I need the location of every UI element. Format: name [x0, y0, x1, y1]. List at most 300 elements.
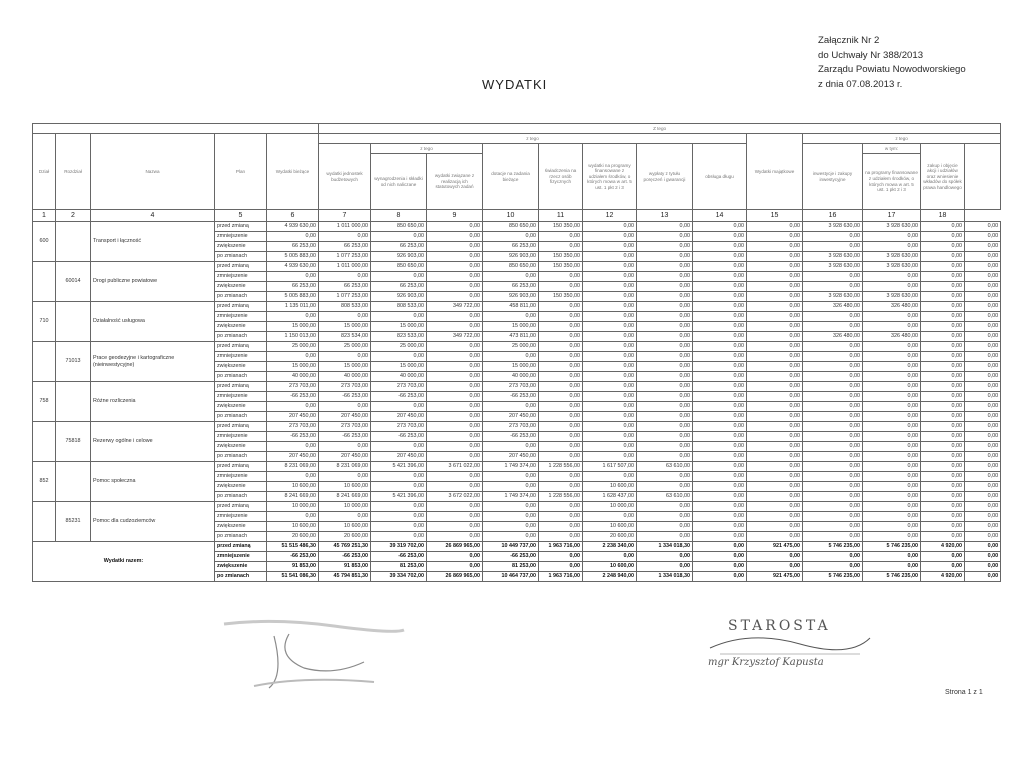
value-cell: 0,00 — [371, 502, 427, 512]
value-cell: 0,00 — [747, 262, 803, 272]
value-cell: 0,00 — [965, 422, 1001, 432]
value-cell: 823 534,00 — [319, 332, 371, 342]
value-cell: 0,00 — [267, 472, 319, 482]
dzial-cell: 710 — [33, 302, 56, 342]
value-cell: 20 600,00 — [583, 532, 637, 542]
value-cell: 0,00 — [637, 252, 693, 262]
value-cell: 10 600,00 — [583, 562, 637, 572]
value-cell: 0,00 — [921, 222, 965, 232]
value-cell: 0,00 — [539, 562, 583, 572]
row-label: zwiększenie — [215, 402, 267, 412]
value-cell: 0,00 — [803, 562, 863, 572]
value-cell: 0,00 — [637, 262, 693, 272]
value-cell: 1 963 716,00 — [539, 542, 583, 552]
value-cell: 0,00 — [427, 382, 483, 392]
value-cell: 0,00 — [427, 522, 483, 532]
value-cell: 0,00 — [921, 382, 965, 392]
value-cell: 0,00 — [921, 262, 965, 272]
value-cell: 0,00 — [637, 232, 693, 242]
rozdzial-cell — [56, 222, 91, 262]
value-cell: 8 241 669,00 — [319, 492, 371, 502]
table-row — [33, 382, 1001, 392]
value-cell: 0,00 — [693, 462, 747, 472]
value-cell: 0,00 — [427, 392, 483, 402]
value-cell: 0,00 — [539, 452, 583, 462]
value-cell: 0,00 — [921, 512, 965, 522]
value-cell: 0,00 — [863, 472, 921, 482]
value-cell: 0,00 — [693, 222, 747, 232]
table-row — [33, 422, 1001, 432]
value-cell: 8 231 069,00 — [319, 462, 371, 472]
row-label: przed zmianą — [215, 422, 267, 432]
row-label: przed zmianą — [215, 342, 267, 352]
value-cell: 207 450,00 — [267, 452, 319, 462]
value-cell: 0,00 — [693, 232, 747, 242]
value-cell: 0,00 — [539, 302, 583, 312]
value-cell: 0,00 — [965, 342, 1001, 352]
value-cell: 0,00 — [371, 512, 427, 522]
value-cell: 10 000,00 — [319, 502, 371, 512]
value-cell: 66 253,00 — [483, 282, 539, 292]
value-cell: 4 939 630,00 — [267, 262, 319, 272]
annex-line-4: z dnia 07.08.2013 r. — [818, 78, 903, 90]
value-cell: 0,00 — [267, 352, 319, 362]
value-cell: 0,00 — [637, 222, 693, 232]
value-cell: 0,00 — [747, 332, 803, 342]
value-cell: 0,00 — [803, 372, 863, 382]
value-cell: 0,00 — [693, 552, 747, 562]
annex-line-2: do Uchwały Nr 388/2013 — [818, 49, 924, 61]
value-cell: 0,00 — [803, 472, 863, 482]
value-cell: 0,00 — [319, 272, 371, 282]
row-label: zwiększenie — [215, 322, 267, 332]
value-cell: 0,00 — [693, 572, 747, 582]
value-cell: 0,00 — [539, 272, 583, 282]
value-cell: 3 928 630,00 — [803, 262, 863, 272]
value-cell: 326 480,00 — [863, 302, 921, 312]
nazwa-cell: Różne rozliczenia — [91, 382, 215, 422]
value-cell: 1 011 000,00 — [319, 262, 371, 272]
value-cell: -66 253,00 — [371, 432, 427, 442]
value-cell: 0,00 — [965, 492, 1001, 502]
value-cell: 0,00 — [965, 532, 1001, 542]
value-cell: 0,00 — [427, 242, 483, 252]
value-cell: 0,00 — [965, 322, 1001, 332]
header-nazwa: Nazwa — [91, 134, 215, 210]
value-cell: 0,00 — [863, 272, 921, 282]
value-cell: 0,00 — [583, 552, 637, 562]
value-cell: 0,00 — [693, 252, 747, 262]
value-cell: 0,00 — [747, 482, 803, 492]
value-cell: 0,00 — [427, 312, 483, 322]
value-cell: 0,00 — [747, 322, 803, 332]
value-cell: 0,00 — [747, 242, 803, 252]
value-cell: 0,00 — [965, 512, 1001, 522]
value-cell: 0,00 — [803, 362, 863, 372]
value-cell: 0,00 — [921, 402, 965, 412]
value-cell: 0,00 — [427, 422, 483, 432]
value-cell: 0,00 — [637, 552, 693, 562]
value-cell: 0,00 — [965, 502, 1001, 512]
value-cell: 0,00 — [803, 522, 863, 532]
header-poreczenia: wypłaty z tytułu poręczeń i gwarancji — [637, 144, 693, 210]
value-cell: 0,00 — [921, 552, 965, 562]
value-cell: 0,00 — [747, 472, 803, 482]
value-cell: 51 515 486,30 — [267, 542, 319, 552]
value-cell: 0,00 — [319, 442, 371, 452]
value-cell: 0,00 — [921, 422, 965, 432]
value-cell: 25 000,00 — [319, 342, 371, 352]
value-cell: 150 350,00 — [539, 262, 583, 272]
value-cell: 0,00 — [693, 352, 747, 362]
value-cell: 0,00 — [637, 352, 693, 362]
value-cell: 0,00 — [483, 272, 539, 282]
value-cell: 0,00 — [583, 382, 637, 392]
value-cell: 0,00 — [693, 322, 747, 332]
value-cell: 0,00 — [693, 542, 747, 552]
stamp-name: mgr Krzysztof Kapusta — [708, 657, 824, 668]
value-cell: 10 000,00 — [583, 502, 637, 512]
table-row — [33, 462, 1001, 472]
value-cell: 0,00 — [863, 482, 921, 492]
nazwa-cell: Rezerwy ogólne i celowe — [91, 422, 215, 462]
value-cell: 0,00 — [747, 502, 803, 512]
value-cell: 0,00 — [863, 442, 921, 452]
header-wydatki-jednostek: wydatki jednostek budżetowych — [319, 144, 371, 210]
value-cell: 0,00 — [583, 272, 637, 282]
value-cell: -66 253,00 — [319, 392, 371, 402]
value-cell: 0,00 — [693, 302, 747, 312]
value-cell: 0,00 — [583, 252, 637, 262]
value-cell: 5 421 396,00 — [371, 462, 427, 472]
value-cell: 0,00 — [803, 382, 863, 392]
row-label: zwiększenie — [215, 482, 267, 492]
value-cell: 0,00 — [921, 282, 965, 292]
value-cell: -66 253,00 — [483, 392, 539, 402]
value-cell: 0,00 — [863, 422, 921, 432]
row-label: zmniejszenie — [215, 552, 267, 562]
value-cell: 0,00 — [267, 232, 319, 242]
value-cell: 0,00 — [965, 332, 1001, 342]
value-cell: 3 928 630,00 — [803, 222, 863, 232]
header-statutowe: wydatki związane z realizacją ich statutowych zadań — [427, 154, 483, 210]
value-cell: 0,00 — [921, 242, 965, 252]
value-cell: 207 450,00 — [483, 452, 539, 462]
value-cell: 0,00 — [483, 402, 539, 412]
value-cell: 0,00 — [427, 452, 483, 462]
value-cell: 0,00 — [965, 312, 1001, 322]
value-cell: 926 903,00 — [371, 252, 427, 262]
value-cell: 0,00 — [583, 332, 637, 342]
value-cell: 273 703,00 — [483, 382, 539, 392]
value-cell: 0,00 — [539, 282, 583, 292]
value-cell: 0,00 — [965, 402, 1001, 412]
column-number: 7 — [319, 210, 371, 222]
value-cell: 0,00 — [693, 512, 747, 522]
value-cell: 0,00 — [693, 472, 747, 482]
value-cell: 0,00 — [747, 552, 803, 562]
value-cell: 0,00 — [965, 462, 1001, 472]
table-row — [33, 262, 1001, 272]
value-cell: 0,00 — [965, 442, 1001, 452]
value-cell: 0,00 — [583, 362, 637, 372]
value-cell: 25 000,00 — [371, 342, 427, 352]
row-label: zwiększenie — [215, 442, 267, 452]
value-cell: 0,00 — [539, 232, 583, 242]
value-cell: 0,00 — [803, 322, 863, 332]
value-cell: 0,00 — [637, 302, 693, 312]
value-cell: 8 241 669,00 — [267, 492, 319, 502]
value-cell: 0,00 — [747, 372, 803, 382]
value-cell: 0,00 — [371, 312, 427, 322]
value-cell: 0,00 — [965, 392, 1001, 402]
value-cell: 0,00 — [921, 322, 965, 332]
value-cell: -66 253,00 — [319, 432, 371, 442]
value-cell: 0,00 — [747, 342, 803, 352]
value-cell: 51 541 086,30 — [267, 572, 319, 582]
value-cell: 0,00 — [539, 402, 583, 412]
group-z-tego-4: z tego — [371, 144, 483, 154]
value-cell: -66 253,00 — [319, 552, 371, 562]
value-cell: 10 449 737,00 — [483, 542, 539, 552]
column-number: 15 — [747, 210, 803, 222]
value-cell: 0,00 — [427, 322, 483, 332]
value-cell: 0,00 — [921, 452, 965, 462]
value-cell: 0,00 — [539, 362, 583, 372]
value-cell: 0,00 — [539, 512, 583, 522]
value-cell: 2 248 940,00 — [583, 572, 637, 582]
value-cell: 0,00 — [921, 482, 965, 492]
value-cell: 5 746 235,00 — [863, 542, 921, 552]
value-cell: 0,00 — [747, 422, 803, 432]
value-cell: 66 253,00 — [483, 242, 539, 252]
row-label: po zmianach — [215, 292, 267, 302]
value-cell: 0,00 — [583, 452, 637, 462]
column-number: 10 — [483, 210, 539, 222]
value-cell: 0,00 — [371, 352, 427, 362]
value-cell: 0,00 — [583, 292, 637, 302]
value-cell: 1 963 716,00 — [539, 572, 583, 582]
rozdzial-cell — [56, 382, 91, 422]
value-cell: 0,00 — [483, 352, 539, 362]
value-cell: 66 253,00 — [267, 282, 319, 292]
nazwa-cell: Pomoc społeczna — [91, 462, 215, 502]
value-cell: 0,00 — [637, 372, 693, 382]
value-cell: 1 749 374,00 — [483, 462, 539, 472]
value-cell: 15 000,00 — [371, 362, 427, 372]
value-cell: 0,00 — [863, 312, 921, 322]
value-cell: 63 610,00 — [637, 462, 693, 472]
value-cell: 0,00 — [637, 382, 693, 392]
value-cell: 207 450,00 — [319, 412, 371, 422]
column-number: 1 — [33, 210, 56, 222]
value-cell: 0,00 — [747, 232, 803, 242]
value-cell: -66 253,00 — [483, 432, 539, 442]
value-cell: 0,00 — [583, 262, 637, 272]
column-number: 6 — [267, 210, 319, 222]
row-label: zwiększenie — [215, 522, 267, 532]
value-cell: 3 928 630,00 — [863, 252, 921, 262]
value-cell: 0,00 — [693, 402, 747, 412]
value-cell: 0,00 — [637, 522, 693, 532]
value-cell: 0,00 — [637, 242, 693, 252]
value-cell: 0,00 — [371, 482, 427, 492]
value-cell: 3 928 630,00 — [863, 292, 921, 302]
value-cell: 0,00 — [921, 472, 965, 482]
value-cell: 0,00 — [637, 362, 693, 372]
value-cell: 207 450,00 — [483, 412, 539, 422]
value-cell: 0,00 — [427, 502, 483, 512]
value-cell: 0,00 — [693, 392, 747, 402]
column-number: 12 — [583, 210, 637, 222]
value-cell: 0,00 — [319, 232, 371, 242]
value-cell: 0,00 — [747, 522, 803, 532]
value-cell: 0,00 — [637, 322, 693, 332]
header-programy: wydatki na programy finansowane z udziałem środków, o których mowa w art. 5 ust. 1 pkt 2 i 3 — [583, 144, 637, 210]
header-majatkowe: Wydatki majątkowe — [747, 134, 803, 210]
value-cell: 0,00 — [965, 282, 1001, 292]
value-cell: 3 928 630,00 — [803, 252, 863, 262]
nazwa-cell: Działalność usługowa — [91, 302, 215, 342]
header-plan: Plan — [215, 134, 267, 210]
value-cell: 1 749 374,00 — [483, 492, 539, 502]
row-label: zmniejszenie — [215, 312, 267, 322]
value-cell: 10 600,00 — [319, 482, 371, 492]
annex-line-1: Załącznik Nr 2 — [818, 35, 880, 46]
value-cell: 0,00 — [539, 372, 583, 382]
value-cell: 0,00 — [693, 342, 747, 352]
row-label: zwiększenie — [215, 362, 267, 372]
value-cell: 91 853,00 — [319, 562, 371, 572]
value-cell: 0,00 — [427, 262, 483, 272]
value-cell: 0,00 — [863, 532, 921, 542]
value-cell: 349 722,00 — [427, 302, 483, 312]
value-cell: 81 253,00 — [483, 562, 539, 572]
value-cell: 0,00 — [965, 452, 1001, 462]
value-cell: 39 334 702,00 — [371, 572, 427, 582]
value-cell: 0,00 — [803, 552, 863, 562]
rozdzial-cell — [56, 302, 91, 342]
value-cell: 0,00 — [267, 402, 319, 412]
value-cell: 0,00 — [693, 502, 747, 512]
value-cell: 0,00 — [693, 382, 747, 392]
value-cell: 0,00 — [747, 382, 803, 392]
value-cell: 0,00 — [965, 362, 1001, 372]
value-cell: 0,00 — [747, 252, 803, 262]
value-cell: 0,00 — [319, 352, 371, 362]
value-cell: 0,00 — [693, 452, 747, 462]
value-cell: 0,00 — [747, 222, 803, 232]
value-cell: 0,00 — [803, 352, 863, 362]
column-number: 17 — [863, 210, 921, 222]
value-cell: 0,00 — [863, 392, 921, 402]
value-cell: 0,00 — [427, 402, 483, 412]
value-cell: 0,00 — [371, 232, 427, 242]
value-cell: 40 000,00 — [267, 372, 319, 382]
value-cell: 3 672 022,00 — [427, 492, 483, 502]
value-cell: 0,00 — [921, 362, 965, 372]
value-cell: 0,00 — [637, 432, 693, 442]
value-cell: 0,00 — [803, 432, 863, 442]
value-cell: 0,00 — [693, 272, 747, 282]
value-cell: 326 480,00 — [863, 332, 921, 342]
value-cell: 0,00 — [803, 282, 863, 292]
value-cell: 5 005 883,00 — [267, 252, 319, 262]
dzial-cell — [33, 342, 56, 382]
value-cell: -66 253,00 — [267, 432, 319, 442]
value-cell: 66 253,00 — [319, 242, 371, 252]
value-cell: 25 000,00 — [267, 342, 319, 352]
value-cell: 0,00 — [803, 492, 863, 502]
rozdzial-cell: 71013 — [56, 342, 91, 382]
row-label: po zmianach — [215, 492, 267, 502]
value-cell: 0,00 — [637, 502, 693, 512]
value-cell: 0,00 — [583, 472, 637, 482]
table-row — [33, 302, 1001, 312]
value-cell: -66 253,00 — [267, 392, 319, 402]
header-swiadczenia: świadczenia na rzecz osób fizycznych — [539, 144, 583, 210]
value-cell: 0,00 — [637, 282, 693, 292]
value-cell: 0,00 — [747, 452, 803, 462]
row-label: po zmianach — [215, 452, 267, 462]
value-cell: 0,00 — [747, 562, 803, 572]
value-cell: 0,00 — [863, 242, 921, 252]
value-cell: 40 000,00 — [371, 372, 427, 382]
value-cell: 1 150 013,00 — [267, 332, 319, 342]
value-cell: 3 671 022,00 — [427, 462, 483, 472]
value-cell: 0,00 — [803, 232, 863, 242]
value-cell: 0,00 — [371, 442, 427, 452]
value-cell: 0,00 — [583, 232, 637, 242]
value-cell: 0,00 — [921, 372, 965, 382]
value-cell: -66 253,00 — [267, 552, 319, 562]
value-cell: 0,00 — [921, 492, 965, 502]
row-label: zwiększenie — [215, 282, 267, 292]
value-cell: 273 703,00 — [267, 422, 319, 432]
rozdzial-cell: 75818 — [56, 422, 91, 462]
value-cell: 0,00 — [747, 462, 803, 472]
value-cell: 0,00 — [863, 372, 921, 382]
rozdzial-cell: 85231 — [56, 502, 91, 542]
value-cell: 0,00 — [803, 412, 863, 422]
value-cell: 1 617 507,00 — [583, 462, 637, 472]
value-cell: 0,00 — [965, 432, 1001, 442]
value-cell: 0,00 — [539, 412, 583, 422]
value-cell: 0,00 — [427, 412, 483, 422]
value-cell: 1 011 000,00 — [319, 222, 371, 232]
value-cell: 15 000,00 — [483, 322, 539, 332]
row-label: po zmianach — [215, 412, 267, 422]
value-cell: 0,00 — [965, 542, 1001, 552]
value-cell: 0,00 — [427, 252, 483, 262]
row-label: przed zmianą — [215, 302, 267, 312]
value-cell: 10 600,00 — [267, 522, 319, 532]
value-cell: 26 869 965,00 — [427, 542, 483, 552]
row-label: po zmianach — [215, 252, 267, 262]
value-cell: 0,00 — [921, 522, 965, 532]
value-cell: 207 450,00 — [371, 412, 427, 422]
value-cell: 0,00 — [803, 442, 863, 452]
value-cell: 0,00 — [583, 282, 637, 292]
row-label: zmniejszenie — [215, 432, 267, 442]
value-cell: 926 903,00 — [371, 292, 427, 302]
value-cell: 0,00 — [637, 312, 693, 322]
value-cell: 0,00 — [693, 532, 747, 542]
row-label: po zmianach — [215, 332, 267, 342]
value-cell: 0,00 — [965, 262, 1001, 272]
row-label: przed zmianą — [215, 382, 267, 392]
row-label: zmniejszenie — [215, 512, 267, 522]
